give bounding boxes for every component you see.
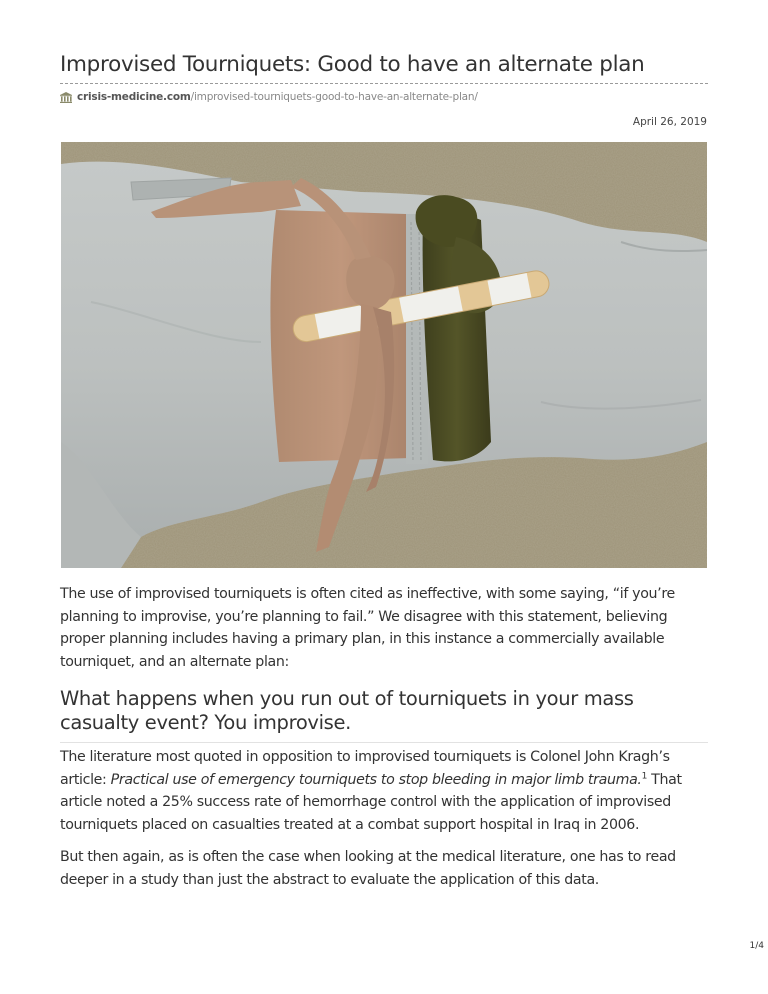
page-indicator: 1/4 <box>749 941 764 951</box>
literature-text-after: That article noted a 25% success rate of hemorrhage control with the application of improvised tourniquets placed on casualties treated at a combat support hospital in Iraq in 2006. <box>60 771 682 833</box>
footnote-reference[interactable]: 1 <box>641 770 647 781</box>
tourniquet-photo-illustration <box>61 142 707 568</box>
citation-title: Practical use of emergency tourniquets to stop bleeding in major limb trauma. <box>110 771 642 788</box>
source-url[interactable] <box>60 91 478 103</box>
title-divider <box>60 83 708 84</box>
intro-paragraph: The use of improvised tourniquets is often cited as ineffective, with some saying, “if you’re planning to improvise, you’re planning to fail.” We disagree with this statement, believing proper planning includes having a primary plan, in this instance a commercially available tourniquet, and an alternate plan: <box>60 586 675 670</box>
article-title: Improvised Tourniquets: Good to have an alternate plan <box>60 52 645 77</box>
literature-text-before: The literature most quoted in opposition to improvised tourniquets is Colonel John Kragh’s article: <box>60 749 670 788</box>
source-domain[interactable]: crisis-medicine.com <box>77 91 191 103</box>
section-heading: What happens when you run out of tourniquets in your mass casualty event? You improvise. <box>60 687 708 743</box>
article-photo <box>61 142 707 568</box>
source-path[interactable]: /improvised-tourniquets-good-to-have-an-alternate-plan/ <box>190 91 478 103</box>
analysis-paragraph: But then again, as is often the case when looking at the medical literature, one has to read deeper in a study than just the abstract to evaluate the application of this data. <box>60 849 676 888</box>
literature-paragraph <box>60 746 712 836</box>
bank-building-icon <box>60 92 72 103</box>
publish-date: April 26, 2019 <box>632 116 707 128</box>
